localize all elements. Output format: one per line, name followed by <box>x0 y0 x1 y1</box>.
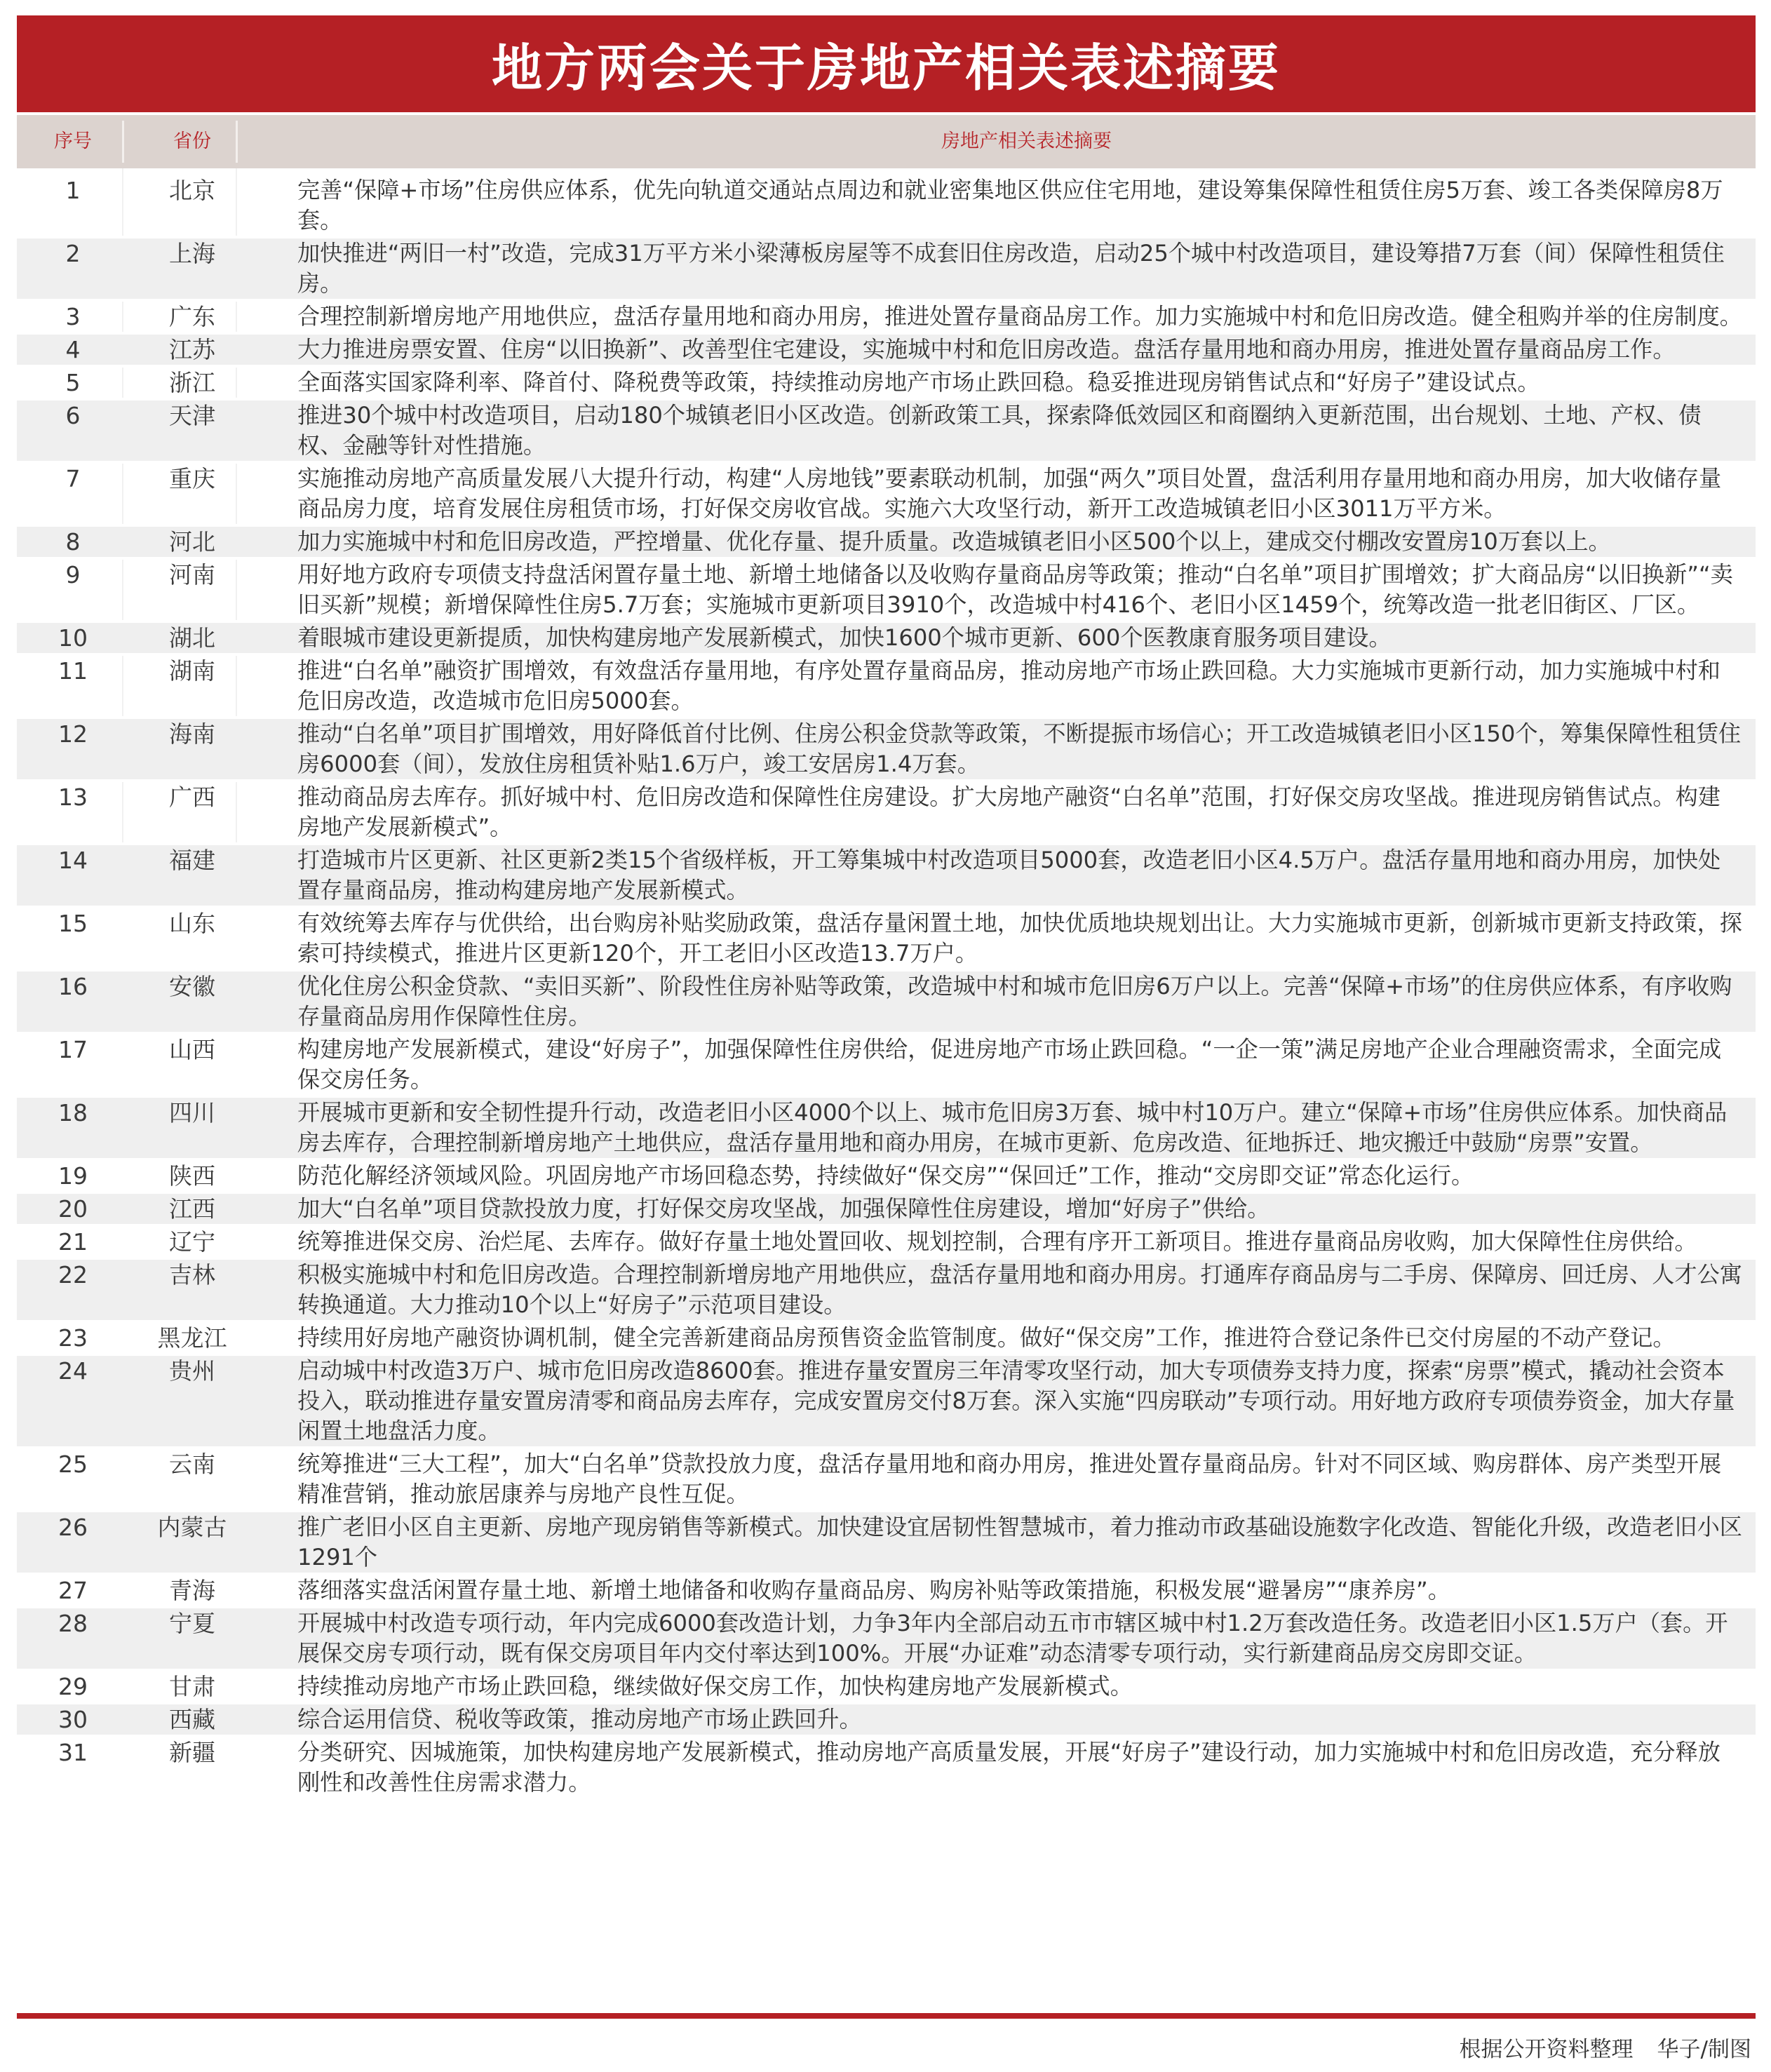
row-summary: 综合运用信贷、税收等政策，推动房地产市场止跌回升。 <box>297 1706 862 1733</box>
row-summary: 推进“白名单”融资扩围增效，有效盘活存量用地，有序处置存量商品房，推动房地产市场止跌回稳。大力实施城市更新行动，加力实施城中村和危旧房改造，改造城市危旧房5000套。 <box>297 657 1721 714</box>
source-note: 根据公开资料整理 <box>1459 2037 1634 2062</box>
table-row <box>17 1260 1756 1323</box>
row-province: 广西 <box>169 783 215 811</box>
row-summary: 推动商品房去库存。抓好城中村、危旧房改造和保障性住房建设。扩大房地产融资“白名单”范围，打好保交房攻坚战。推进现房销售试点。构建房地产发展新模式”。 <box>297 783 1721 840</box>
table-row <box>17 560 1756 623</box>
row-province: 内蒙古 <box>157 1514 227 1541</box>
row-summary: 持续用好房地产融资协调机制，健全完善新建商品房预售资金监管制度。做好“保交房”工作，推进符合登记条件已交付房屋的不动产登记。 <box>297 1324 1676 1351</box>
row-seq: 25 <box>58 1451 88 1478</box>
row-seq: 24 <box>58 1357 88 1385</box>
row-summary: 全面落实国家降利率、降首付、降税费等政策，持续推动房地产市场止跌回稳。稳妥推进现房销售试点和“好房子”建设试点。 <box>297 369 1540 396</box>
table-row <box>17 1098 1756 1161</box>
row-seq: 1 <box>65 177 81 204</box>
row-summary: 开展城市更新和安全韧性提升行动，改造老旧小区4000个以上、城市危旧房3万套、城中村10万户。建立“保障+市场”住房供应体系。加快商品房去库存，合理控制新增房地产土地供应，盘活存量用地和商办用房，在城市更新、危房改造、征地拆迁、地灾搬迁中鼓励“房票”安置。 <box>297 1099 1728 1156</box>
row-province: 宁夏 <box>169 1610 215 1637</box>
row-province: 甘肃 <box>169 1673 215 1700</box>
row-seq: 21 <box>58 1228 88 1256</box>
row-province: 重庆 <box>169 465 215 492</box>
table-body <box>17 175 1756 1801</box>
page-title: 地方两会关于房地产相关表述摘要 <box>491 39 1281 97</box>
row-seq: 7 <box>65 465 81 492</box>
table-row <box>17 1356 1756 1449</box>
table-row <box>17 1449 1756 1512</box>
row-province: 广东 <box>169 303 215 330</box>
header-province: 省份 <box>173 130 211 152</box>
row-seq: 31 <box>58 1739 88 1766</box>
table-row <box>17 1035 1756 1098</box>
table-row <box>17 1671 1756 1704</box>
title-banner <box>17 15 1756 112</box>
row-summary: 加力实施城中村和危旧房改造，严控增量、优化存量、提升质量。改造城镇老旧小区500个以上，建成交付棚改安置房10万套以上。 <box>297 528 1611 555</box>
row-summary: 统筹推进保交房、治烂尾、去库存。做好存量土地处置回收、规划控制，合理有序开工新项目。推进存量商品房收购，加大保障性住房供给。 <box>297 1228 1697 1255</box>
row-province: 云南 <box>169 1451 215 1478</box>
header-seq: 序号 <box>54 130 92 152</box>
row-seq: 5 <box>65 369 81 396</box>
author-note: 华子/制图 <box>1657 2037 1751 2062</box>
table-row <box>17 335 1756 368</box>
row-seq: 28 <box>58 1610 88 1637</box>
table-row <box>17 1608 1756 1671</box>
row-summary: 推进30个城中村改造项目，启动180个城镇老旧小区改造。创新政策工具，探索降低效园区和商圈纳入更新范围，出台规划、土地、产权、债权、金融等针对性措施。 <box>297 402 1702 459</box>
table-row <box>17 656 1756 719</box>
row-province: 黑龙江 <box>157 1324 227 1352</box>
row-seq: 13 <box>58 783 88 811</box>
row-summary: 开展城中村改造专项行动，年内完成6000套改造计划，力争3年内全部启动五市市辖区城中村1.2万套改造任务。改造老旧小区1.5万户（套。开展保交房专项行动，既有保交房项目年内交付率达到100%。开展“办证难”动态清零专项行动，实行新建商品房交房即交证。 <box>297 1610 1728 1667</box>
table-row <box>17 1512 1756 1575</box>
table-row <box>17 464 1756 527</box>
row-seq: 15 <box>58 910 88 937</box>
table-row <box>17 238 1756 302</box>
table-row <box>17 1227 1756 1260</box>
row-seq: 4 <box>65 336 81 363</box>
row-seq: 26 <box>58 1514 88 1541</box>
row-seq: 22 <box>58 1261 88 1289</box>
row-summary: 完善“保障+市场”住房供应体系，优先向轨道交通站点周边和就业密集地区供应住宅用地，建设筹集保障性租赁住房5万套、竣工各类保障房8万套。 <box>297 177 1723 234</box>
row-seq: 2 <box>65 240 81 267</box>
row-seq: 29 <box>58 1673 88 1700</box>
table-row <box>17 1575 1756 1608</box>
row-province: 山西 <box>169 1036 215 1063</box>
row-summary: 加快推进“两旧一村”改造，完成31万平方米小梁薄板房屋等不成套旧住房改造，启动25个城中村改造项目，建设筹措7万套（间）保障性租赁住房。 <box>297 240 1725 297</box>
row-seq: 23 <box>58 1324 88 1352</box>
row-summary: 防范化解经济领域风险。巩固房地产市场回稳态势，持续做好“保交房”“保回迁”工作，推动“交房即交证”常态化运行。 <box>297 1162 1474 1189</box>
table-row <box>17 401 1756 464</box>
row-summary: 打造城市片区更新、社区更新2类15个省级样板，开工筹集城中村改造项目5000套，改造老旧小区4.5万户。盘活存量用地和商办用房，加快处置存量商品房，推动构建房地产发展新模式。 <box>297 847 1721 903</box>
row-province: 新疆 <box>169 1739 215 1766</box>
row-province: 湖南 <box>169 657 215 685</box>
row-seq: 3 <box>65 303 81 330</box>
credit-line <box>1460 2031 1751 2063</box>
row-province: 福建 <box>169 847 215 874</box>
table-row <box>17 845 1756 908</box>
row-seq: 12 <box>58 720 88 748</box>
row-summary: 持续推动房地产市场止跌回稳，继续做好保交房工作，加快构建房地产发展新模式。 <box>297 1673 1133 1700</box>
row-province: 四川 <box>169 1099 215 1126</box>
table-row <box>17 971 1756 1035</box>
row-seq: 30 <box>58 1706 88 1733</box>
table-row <box>17 1161 1756 1194</box>
row-summary: 推广老旧小区自主更新、房地产现房销售等新模式。加快建设宜居韧性智慧城市，着力推动市政基础设施数字化改造、智能化升级，改造老旧小区1291个 <box>297 1514 1742 1570</box>
row-seq: 8 <box>65 528 81 556</box>
row-province: 湖北 <box>169 624 215 652</box>
row-province: 河北 <box>169 528 215 556</box>
row-province: 江苏 <box>169 336 215 363</box>
table-row <box>17 175 1756 238</box>
row-summary: 统筹推进“三大工程”，加大“白名单”贷款投放力度，盘活存量用地和商办用房，推进处置存量商品房。针对不同区域、购房群体、房产类型开展精准营销，推动旅居康养与房地产良性互促。 <box>297 1451 1722 1507</box>
row-province: 贵州 <box>169 1357 215 1385</box>
row-province: 山东 <box>169 910 215 937</box>
row-province: 江西 <box>169 1195 215 1223</box>
row-summary: 启动城中村改造3万户、城市危旧房改造8600套。推进存量安置房三年清零攻坚行动，加大专项债券支持力度，探索“房票”模式，撬动社会资本投入，联动推进存量安置房清零和商品房去库存，完成安置房交付8万套。深入实施“四房联动”专项行动。用好地方政府专项债券资金，加大存量闲置土地盘活力度。 <box>297 1357 1735 1444</box>
table-row <box>17 1194 1756 1227</box>
row-province: 陕西 <box>169 1162 215 1190</box>
table-row <box>17 302 1756 335</box>
row-seq: 16 <box>58 973 88 1000</box>
row-province: 天津 <box>169 402 215 429</box>
table-row <box>17 368 1756 401</box>
row-seq: 17 <box>58 1036 88 1063</box>
row-province: 青海 <box>169 1577 215 1604</box>
row-province: 吉林 <box>169 1261 215 1289</box>
row-province: 安徽 <box>169 973 215 1000</box>
row-province: 浙江 <box>169 369 215 396</box>
table-header <box>17 115 1756 168</box>
row-summary: 落细落实盘活闲置存量土地、新增土地储备和收购存量商品房、购房补贴等政策措施，积极发展“避暑房”“康养房”。 <box>297 1577 1450 1603</box>
row-seq: 18 <box>58 1099 88 1126</box>
row-seq: 19 <box>58 1162 88 1190</box>
table-row <box>17 1737 1756 1801</box>
row-seq: 20 <box>58 1195 88 1223</box>
row-summary: 着眼城市建设更新提质，加快构建房地产发展新模式，加快1600个城市更新、600个医教康育服务项目建设。 <box>297 624 1392 651</box>
row-seq: 14 <box>58 847 88 874</box>
row-summary: 实施推动房地产高质量发展八大提升行动，构建“人房地钱”要素联动机制，加强“两久”项目处置，盘活利用存量用地和商办用房，加大收储存量商品房力度，培育发展住房租赁市场，打好保交房收官战。实施六大攻坚行动，新开工改造城镇老旧小区3011万平方米。 <box>297 465 1722 522</box>
page <box>17 15 1756 2062</box>
header-summary: 房地产相关表述摘要 <box>941 130 1112 152</box>
row-summary: 大力推进房票安置、住房“以旧换新”、改善型住宅建设，实施城中村和危旧房改造。盘活存量用地和商办用房，推进处置存量商品房工作。 <box>297 336 1676 363</box>
row-summary: 加大“白名单”项目贷款投放力度，打好保交房攻坚战，加强保障性住房建设，增加“好房子”供给。 <box>297 1195 1270 1222</box>
row-summary: 分类研究、因城施策，加快构建房地产发展新模式，推动房地产高质量发展，开展“好房子”建设行动，加力实施城中村和危旧房改造，充分释放刚性和改善性住房需求潜力。 <box>297 1739 1721 1796</box>
row-summary: 积极实施城中村和危旧房改造。合理控制新增房地产用地供应，盘活存量用地和商办用房。打通库存商品房与二手房、保障房、回迁房、人才公寓转换通道。大力推动10个以上“好房子”示范项目建设。 <box>297 1261 1742 1318</box>
row-summary: 构建房地产发展新模式，建设“好房子”，加强保障性住房供给，促进房地产市场止跌回稳。“一企一策”满足房地产企业合理融资需求，全面完成保交房任务。 <box>297 1036 1722 1093</box>
row-province: 辽宁 <box>169 1228 215 1256</box>
row-summary: 推动“白名单”项目扩围增效，用好降低首付比例、住房公积金贷款等政策，不断提振市场信心；开工改造城镇老旧小区150个，筹集保障性租赁住房6000套（间），发放住房租赁补贴1.6万户，竣工安居房1.4万套。 <box>297 720 1742 777</box>
row-province: 北京 <box>169 177 215 204</box>
row-seq: 27 <box>58 1577 88 1604</box>
table-row <box>17 527 1756 560</box>
table-row <box>17 1323 1756 1356</box>
row-summary: 有效统筹去库存与优供给，出台购房补贴奖励政策，盘活存量闲置土地，加快优质地块规划出让。大力实施城市更新，创新城市更新支持政策，探索可持续模式，推进片区更新120个，开工老旧小区改造13.7万户。 <box>297 910 1742 967</box>
bottom-rule <box>17 2013 1756 2019</box>
row-seq: 6 <box>65 402 81 429</box>
row-seq: 10 <box>58 624 88 652</box>
table-row <box>17 782 1756 845</box>
row-seq: 11 <box>58 657 88 685</box>
row-province: 海南 <box>169 720 215 748</box>
table-row <box>17 1704 1756 1737</box>
row-province: 河南 <box>169 561 215 588</box>
table-row <box>17 908 1756 971</box>
row-seq: 9 <box>65 561 81 588</box>
row-summary: 合理控制新增房地产用地供应，盘活存量用地和商办用房，推进处置存量商品房工作。加力实施城中村和危旧房改造。健全租购并举的住房制度。 <box>297 303 1742 330</box>
row-province: 上海 <box>169 240 215 267</box>
table-row <box>17 623 1756 656</box>
row-summary: 用好地方政府专项债支持盘活闲置存量土地、新增土地储备以及收购存量商品房等政策；推动“白名单”项目扩围增效；扩大商品房“以旧换新”“卖旧买新”规模；新增保障性住房5.7万套；实施城市更新项目3910个，改造城中村416个、老旧小区1459个，统筹改造一批老旧街区、厂区。 <box>297 561 1733 618</box>
row-province: 西藏 <box>169 1706 215 1733</box>
row-summary: 优化住房公积金贷款、“卖旧买新”、阶段性住房补贴等政策，改造城中村和城市危旧房6万户以上。完善“保障+市场”的住房供应体系，有序收购存量商品房用作保障性住房。 <box>297 973 1732 1030</box>
table-row <box>17 719 1756 782</box>
header-divider <box>236 121 238 163</box>
